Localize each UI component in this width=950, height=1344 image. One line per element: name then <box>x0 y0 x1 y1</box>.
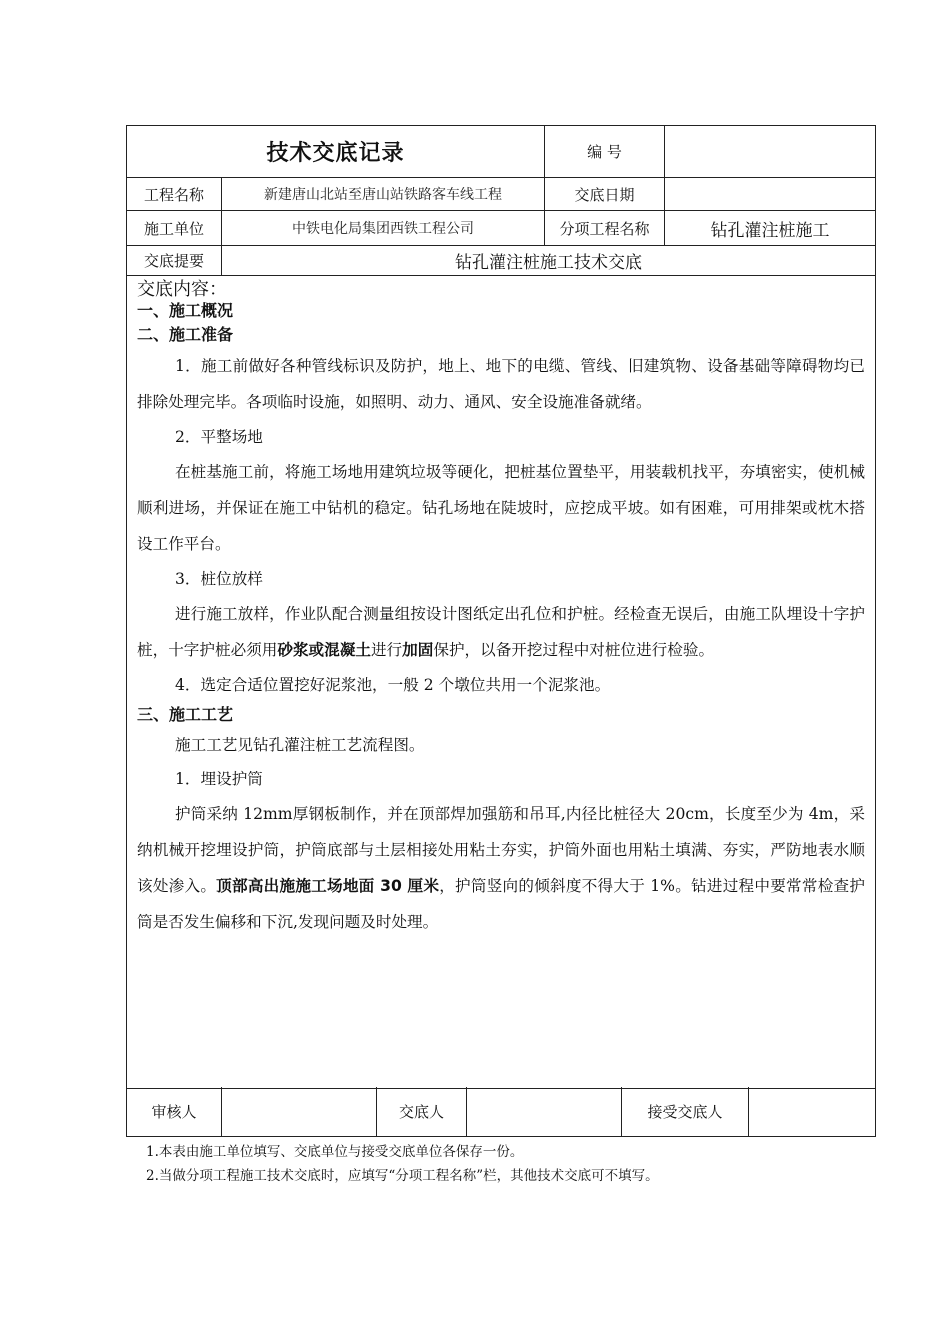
pile-layout-text-3: 保护，以备开挖过程中对桩位进行检验。 <box>433 641 715 659</box>
construction-unit-value[interactable]: 中铁电化局集团西铁工程公司 <box>222 211 545 245</box>
form-title: 技术交底记录 <box>127 126 545 177</box>
paragraph-site-leveling-heading: 2．平整场地 <box>175 428 263 446</box>
project-name-label: 工程名称 <box>127 178 222 210</box>
section-preparation: 二、施工准备 <box>137 325 234 344</box>
casing-text-2: ，护筒竖向的倾斜度不得大于 1%。钻进过程中要常常检查护筒是否发生偏移和下沉,发现问题及时处理。 <box>137 877 865 931</box>
receiver-label: 接受交底人 <box>622 1087 749 1136</box>
reviewer-field[interactable] <box>222 1087 377 1136</box>
paragraph-preparation-1: 1．施工前做好各种管线标识及防护，地上、地下的电缆、管线、旧建筑物、设备基础等障碍物均已排除处理完毕。各项临时设施，如照明、动力、通风、安全设施准备就绪。 <box>137 357 865 411</box>
summary-value[interactable]: 钻孔灌注桩施工技术交底 <box>455 253 642 273</box>
paragraph-site-leveling: 在桩基施工前，将施工场地用建筑垃圾等硬化，把桩基位置垫平，用装载机找平，夯填密实，使机械顺利进场，并保证在施工中钻机的稳定。钻孔场地在陡坡时，应挖成平坡。如有困难，可用排架或枕木搭设工作平台。 <box>137 463 865 553</box>
paragraph-mud-pit: 4．选定合适位置挖好泥浆池，一般 2 个墩位共用一个泥浆池。 <box>175 676 611 694</box>
section-process: 三、施工工艺 <box>137 705 234 724</box>
pile-layout-bold-1: 砂浆或混凝土 <box>277 641 371 659</box>
form-notes <box>146 1140 659 1188</box>
reviewer-label: 审核人 <box>127 1087 222 1136</box>
presenter-label: 交底人 <box>377 1087 467 1136</box>
briefing-content <box>127 276 875 1089</box>
unit-row <box>127 211 875 246</box>
note-2: 2.当做分项工程施工技术交底时，应填写“分项工程名称”栏，其他技术交底可不填写。 <box>146 1168 659 1184</box>
subitem-name-value[interactable]: 钻孔灌注桩施工 <box>710 220 830 241</box>
summary-row <box>127 246 875 276</box>
briefing-date-field[interactable] <box>665 178 875 210</box>
paragraph-pile-layout-heading: 3．桩位放样 <box>175 570 263 588</box>
note-1: 1.本表由施工单位填写、交底单位与接受交底单位各保存一份。 <box>146 1144 524 1160</box>
casing-text-1: 护筒采纳 12mm厚钢板制作，并在顶部焊加强筋和吊耳,内径比桩径大 20cm，长度至少为 4m，采纳机械开挖埋设护筒，护筒底部与土层相接处用粘土夯实，护筒外面也用粘土填满、夯实，严防地表水顺该处渗入。 <box>137 805 865 895</box>
title-row <box>127 126 875 178</box>
receiver-field[interactable] <box>749 1087 875 1136</box>
number-field[interactable] <box>665 126 875 177</box>
pile-layout-text-2: 进行 <box>370 641 403 659</box>
casing-bold: 顶部高出施施工场地面 30 厘米 <box>216 877 440 895</box>
summary-label: 交底提要 <box>127 246 222 275</box>
content-heading: 交底内容： <box>137 279 227 300</box>
technical-briefing-form <box>126 125 876 1137</box>
subitem-name-label: 分项工程名称 <box>545 211 665 245</box>
number-label: 编 号 <box>545 126 665 177</box>
pile-layout-bold-2: 加固 <box>402 641 434 659</box>
pile-layout-text-1: 进行施工放样，作业队配合测量组按设计图纸定出孔位和护桩。经检查无误后，由施工队埋设十字护桩，十字护桩必须用 <box>137 605 865 659</box>
presenter-field[interactable] <box>467 1087 622 1136</box>
project-row <box>127 178 875 211</box>
briefing-date-label: 交底日期 <box>545 178 665 210</box>
project-name-value[interactable]: 新建唐山北站至唐山站铁路客车线工程 <box>222 178 545 210</box>
paragraph-pile-layout <box>137 596 865 668</box>
paragraph-casing-heading: 1．埋设护筒 <box>175 770 263 788</box>
construction-unit-label: 施工单位 <box>127 211 222 245</box>
section-overview: 一、施工概况 <box>137 301 234 320</box>
paragraph-process-intro: 施工工艺见钻孔灌注桩工艺流程图。 <box>175 736 425 754</box>
signature-row <box>127 1087 875 1136</box>
paragraph-casing <box>137 796 865 940</box>
